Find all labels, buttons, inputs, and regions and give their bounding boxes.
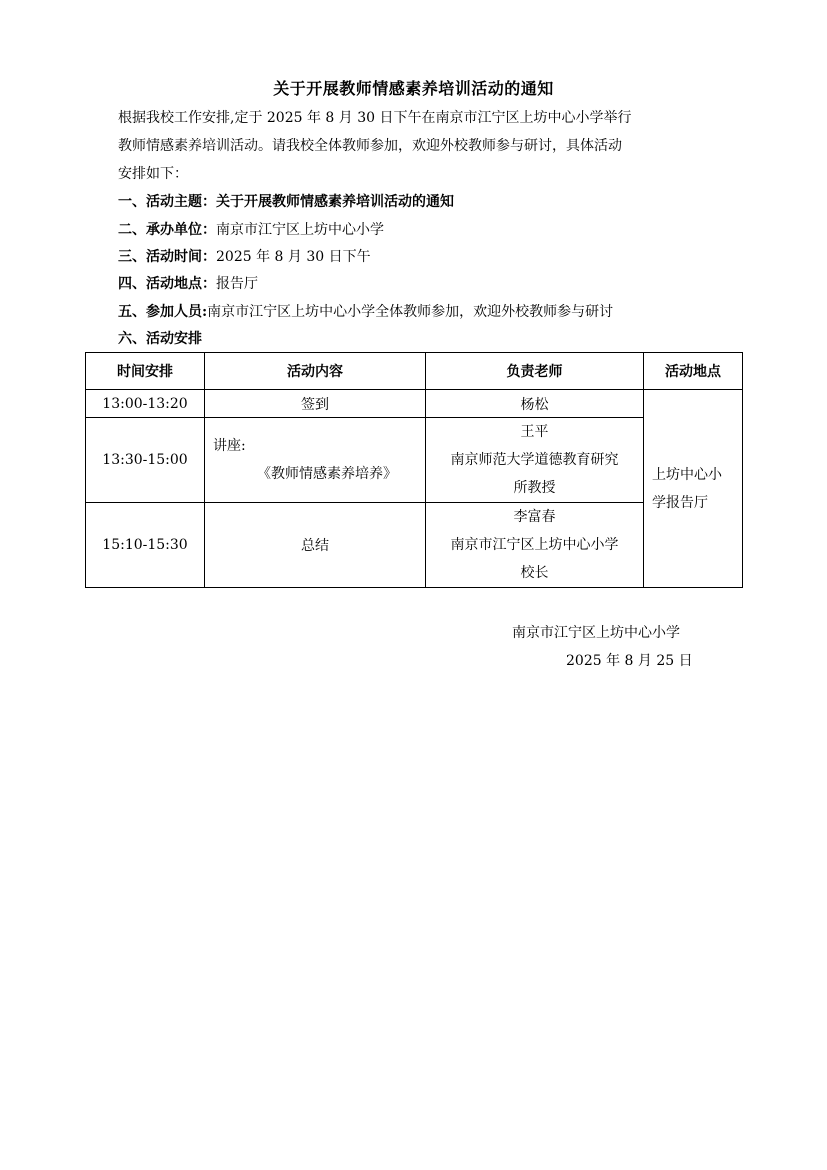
teacher-title: 所教授: [513, 480, 556, 496]
item-participants: [118, 298, 613, 326]
item-schedule-label: 六、活动安排: [118, 331, 202, 347]
item-organizer: [118, 216, 384, 244]
cell-time: 13:00-13:20: [86, 390, 205, 418]
item-organizer-label: 二、承办单位：: [118, 222, 216, 238]
header-content: 活动内容: [205, 353, 426, 390]
item-theme-value: 关于开展教师情感素养培训活动的通知: [216, 194, 454, 210]
intro-line-2: 教师情感素养培训活动。请我校全体教师参加，欢迎外校教师参与研讨，具体活动: [118, 138, 622, 154]
cell-teacher: [426, 418, 644, 503]
schedule-table: [85, 352, 743, 588]
item-theme: [118, 188, 454, 216]
cell-teacher: [426, 390, 644, 418]
intro-line-3: 安排如下：: [118, 166, 188, 182]
cell-content: 总结: [205, 503, 426, 588]
lecture-label: 讲座:: [213, 438, 246, 454]
cell-time: 15:10-15:30: [86, 503, 205, 588]
header-teacher: 负责老师: [426, 353, 644, 390]
header-location: 活动地点: [644, 353, 743, 390]
item-time: [118, 243, 371, 271]
item-theme-label: 一、活动主题：: [118, 194, 216, 210]
location-line-2: 学报告厅: [652, 494, 708, 511]
teacher-affiliation: 南京师范大学道德教育研究: [450, 452, 619, 468]
teacher-name: 李富春: [513, 509, 556, 525]
item-location-label: 四、活动地点：: [118, 276, 216, 292]
item-location: [118, 270, 258, 298]
item-time-value: 2025 年 8 月 30 日下午: [216, 249, 371, 265]
location-line-1: 上坊中心小: [652, 466, 722, 483]
intro-paragraph: [118, 104, 718, 188]
cell-time: 13:30-15:00: [86, 418, 205, 503]
item-participants-value: 南京市江宁区上坊中心小学全体教师参加，欢迎外校教师参与研讨: [207, 304, 614, 320]
cell-teacher: [426, 503, 644, 588]
signature-date: 2025 年 8 月 25 日: [566, 653, 693, 669]
table-header-row: [86, 353, 743, 390]
header-time: 时间安排: [86, 353, 205, 390]
intro-line-1: 根据我校工作安排,定于 2025 年 8 月 30 日下午在南京市江宁区上坊中心小学举行: [118, 110, 632, 126]
item-time-label: 三、活动时间：: [118, 249, 216, 265]
item-schedule: [118, 325, 202, 353]
teacher-name: 王平: [520, 424, 549, 440]
cell-location: [644, 390, 743, 588]
teacher-title: 校长: [520, 565, 549, 581]
teacher-affiliation: 南京市江宁区上坊中心小学: [450, 537, 619, 553]
item-organizer-value: 南京市江宁区上坊中心小学: [216, 222, 384, 238]
item-location-value: 报告厅: [216, 276, 258, 292]
cell-content: 签到: [205, 390, 426, 418]
table-row: [86, 390, 743, 418]
item-participants-label: 五、参加人员:: [118, 304, 208, 320]
cell-content: [205, 418, 426, 503]
page-title: 关于开展教师情感素养培训活动的通知: [273, 79, 554, 98]
signature-org: 南京市江宁区上坊中心小学: [512, 625, 680, 641]
teacher-line: 杨松: [520, 396, 549, 413]
lecture-title: 《教师情感素养培养》: [257, 466, 397, 482]
